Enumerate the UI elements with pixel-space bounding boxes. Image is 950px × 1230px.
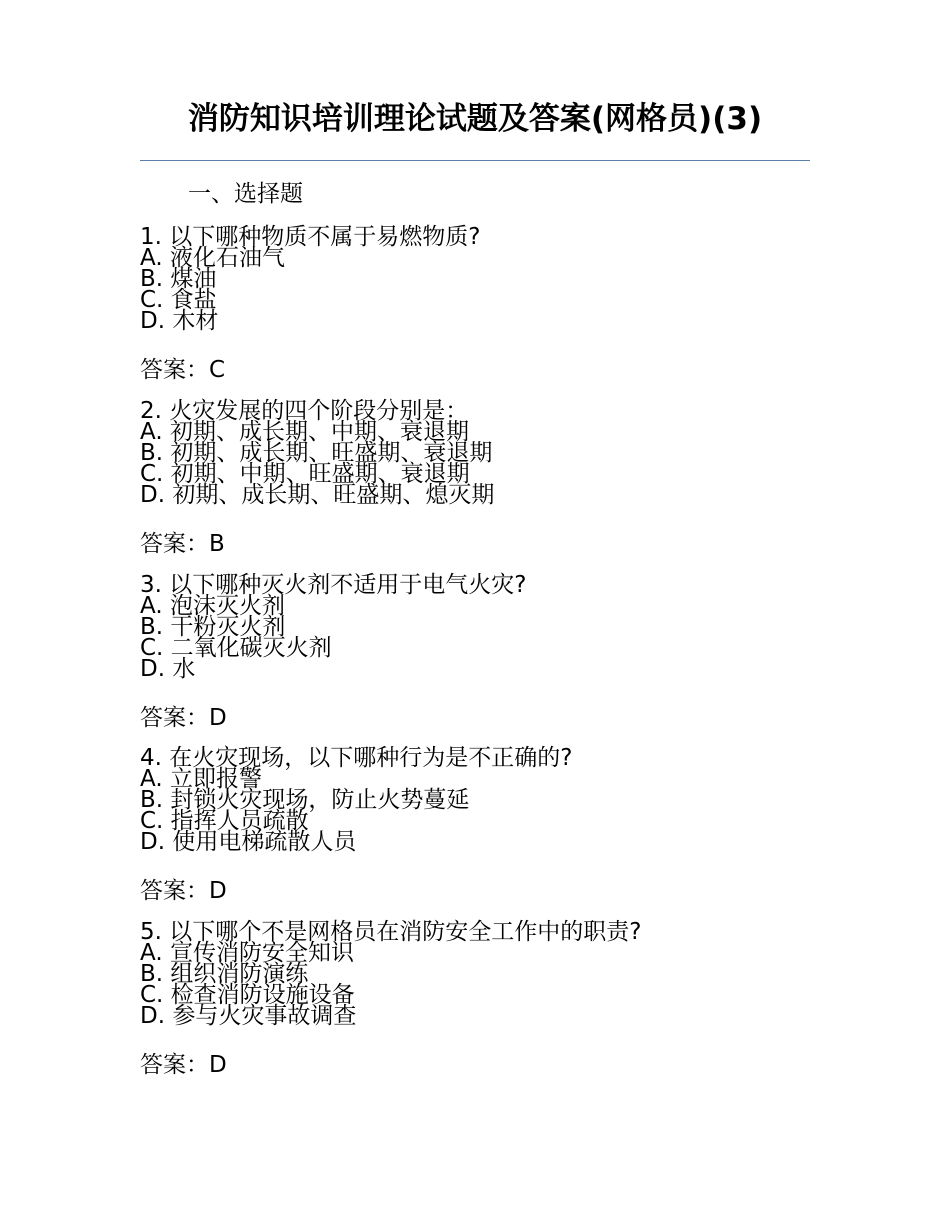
option-d: D. 木材 [140, 308, 219, 334]
option-a: A. 宣传消防安全知识 [140, 940, 354, 966]
question-3 [140, 572, 800, 732]
question-4 [140, 745, 800, 905]
option-c: C. 二氧化碳灭火剂 [140, 635, 332, 661]
option-d: D. 水 [140, 656, 196, 682]
option-c: C. 指挥人员疏散 [140, 808, 309, 834]
answer: 答案：D [140, 1052, 227, 1078]
answer: 答案：B [140, 531, 225, 557]
option-d: D. 使用电梯疏散人员 [140, 829, 357, 855]
question-text: 3. 以下哪种灭火剂不适用于电气火灾? [140, 572, 527, 598]
option-c: C. 食盐 [140, 287, 217, 313]
option-b: B. 封锁火灾现场，防止火势蔓延 [140, 787, 470, 813]
question-text: 1. 以下哪种物质不属于易燃物质? [140, 224, 481, 250]
option-b: B. 煤油 [140, 266, 217, 292]
option-b: B. 干粉灭火剂 [140, 614, 286, 640]
answer: 答案：C [140, 357, 226, 383]
option-a: A. 初期、成长期、中期、衰退期 [140, 419, 469, 445]
option-c: C. 初期、中期、旺盛期、衰退期 [140, 461, 470, 487]
question-text: 2. 火灾发展的四个阶段分别是： [140, 398, 469, 424]
answer: 答案：D [140, 878, 227, 904]
question-1 [140, 224, 800, 384]
question-text: 4. 在火灾现场，以下哪种行为是不正确的? [140, 745, 573, 771]
option-b: B. 组织消防演练 [140, 961, 309, 987]
question-text: 5. 以下哪个不是网格员在消防安全工作中的职责? [140, 919, 642, 945]
option-a: A. 立即报警 [140, 766, 262, 792]
section-heading: 一、选择题 [188, 181, 303, 207]
option-d: D. 初期、成长期、旺盛期、熄灭期 [140, 482, 495, 508]
document-title: 消防知识培训理论试题及答案(网格员)(3) [187, 101, 763, 137]
option-a: A. 泡沫灭火剂 [140, 593, 285, 619]
question-5 [140, 919, 800, 1079]
question-2 [140, 398, 800, 558]
option-a: A. 液化石油气 [140, 245, 285, 271]
answer: 答案：D [140, 705, 227, 731]
title-divider [140, 160, 810, 161]
option-b: B. 初期、成长期、旺盛期、衰退期 [140, 440, 493, 466]
option-c: C. 检查消防设施设备 [140, 982, 355, 1008]
option-d: D. 参与火灾事故调查 [140, 1003, 357, 1029]
